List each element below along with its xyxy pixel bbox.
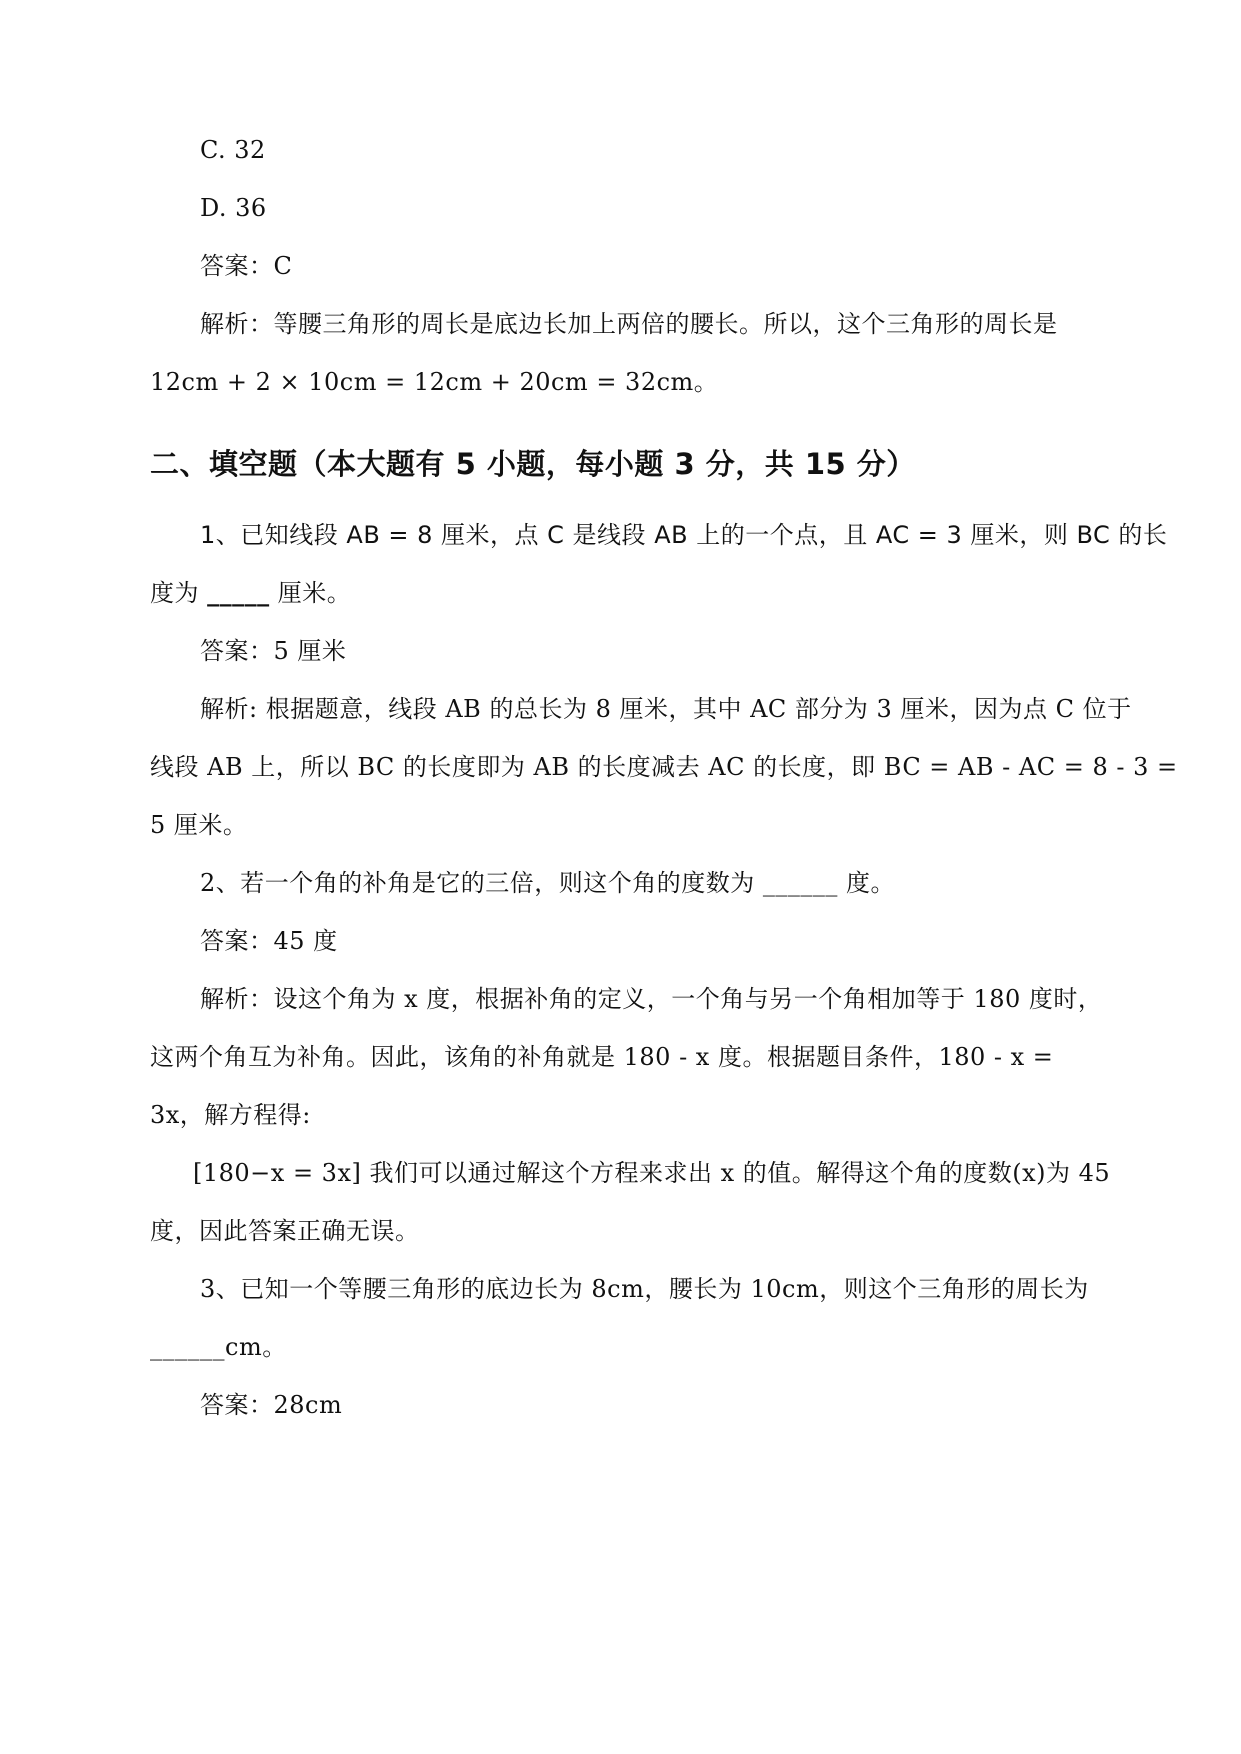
- q1-text-prefix: 度为: [150, 579, 208, 607]
- q1-analysis-line-1: 解析: 根据题意，线段 AB 的总长为 8 厘米，其中 AC 部分为 3 厘米，因为点 C 位于: [200, 695, 1132, 723]
- q2-analysis-line-3: 3x，解方程得:: [150, 1101, 311, 1129]
- q2-text-line-1: 2、若一个角的补角是它的三倍，则这个角的度数为 ______ 度。: [200, 869, 896, 897]
- option-d: D. 36: [200, 194, 267, 222]
- q1-text-line-2: [150, 577, 351, 609]
- q2-analysis-line-1: 解析：设这个角为 x 度，根据补角的定义，一个角与另一个角相加等于 180 度时，: [200, 985, 1103, 1013]
- q3-text-line-2: ______cm。: [150, 1333, 287, 1361]
- q2-analysis-line-2: 这两个角互为补角。因此，该角的补角就是 180 - x 度。根据题目条件，180 - x =: [150, 1043, 1054, 1071]
- q1-answer: 答案：5 厘米: [200, 637, 347, 665]
- previous-answer: 答案：C: [200, 252, 293, 280]
- q2-analysis-line-4: [180−x = 3x] 我们可以通过解这个方程来求出 x 的值。解得这个角的度数(x)为 45: [193, 1159, 1111, 1187]
- q3-text-line-1: 3、已知一个等腰三角形的底边长为 8cm，腰长为 10cm，则这个三角形的周长为: [200, 1275, 1089, 1303]
- option-c: C. 32: [200, 136, 266, 164]
- section-title: 二、填空题（本大题有 5 小题，每小题 3 分，共 15 分）: [150, 447, 916, 481]
- q1-text-line-1: 1、已知线段 AB = 8 厘米，点 C 是线段 AB 上的一个点，且 AC = 3 厘米，则 BC 的长: [200, 521, 1168, 549]
- previous-analysis-line-2: 12cm + 2 × 10cm = 12cm + 20cm = 32cm。: [150, 368, 719, 396]
- q1-text-suffix: 厘米。: [269, 579, 352, 607]
- q1-analysis-line-3: 5 厘米。: [150, 811, 248, 839]
- previous-analysis-line-1: 解析：等腰三角形的周长是底边长加上两倍的腰长。所以，这个三角形的周长是: [200, 310, 1058, 338]
- q1-analysis-line-2: 线段 AB 上，所以 BC 的长度即为 AB 的长度减去 AC 的长度，即 BC = AB - AC = 8 - 3 =: [150, 753, 1178, 781]
- q2-answer: 答案：45 度: [200, 927, 338, 955]
- q2-analysis-line-5: 度，因此答案正确无误。: [150, 1217, 420, 1245]
- q3-answer: 答案：28cm: [200, 1391, 343, 1419]
- q1-blank: _____: [207, 579, 270, 607]
